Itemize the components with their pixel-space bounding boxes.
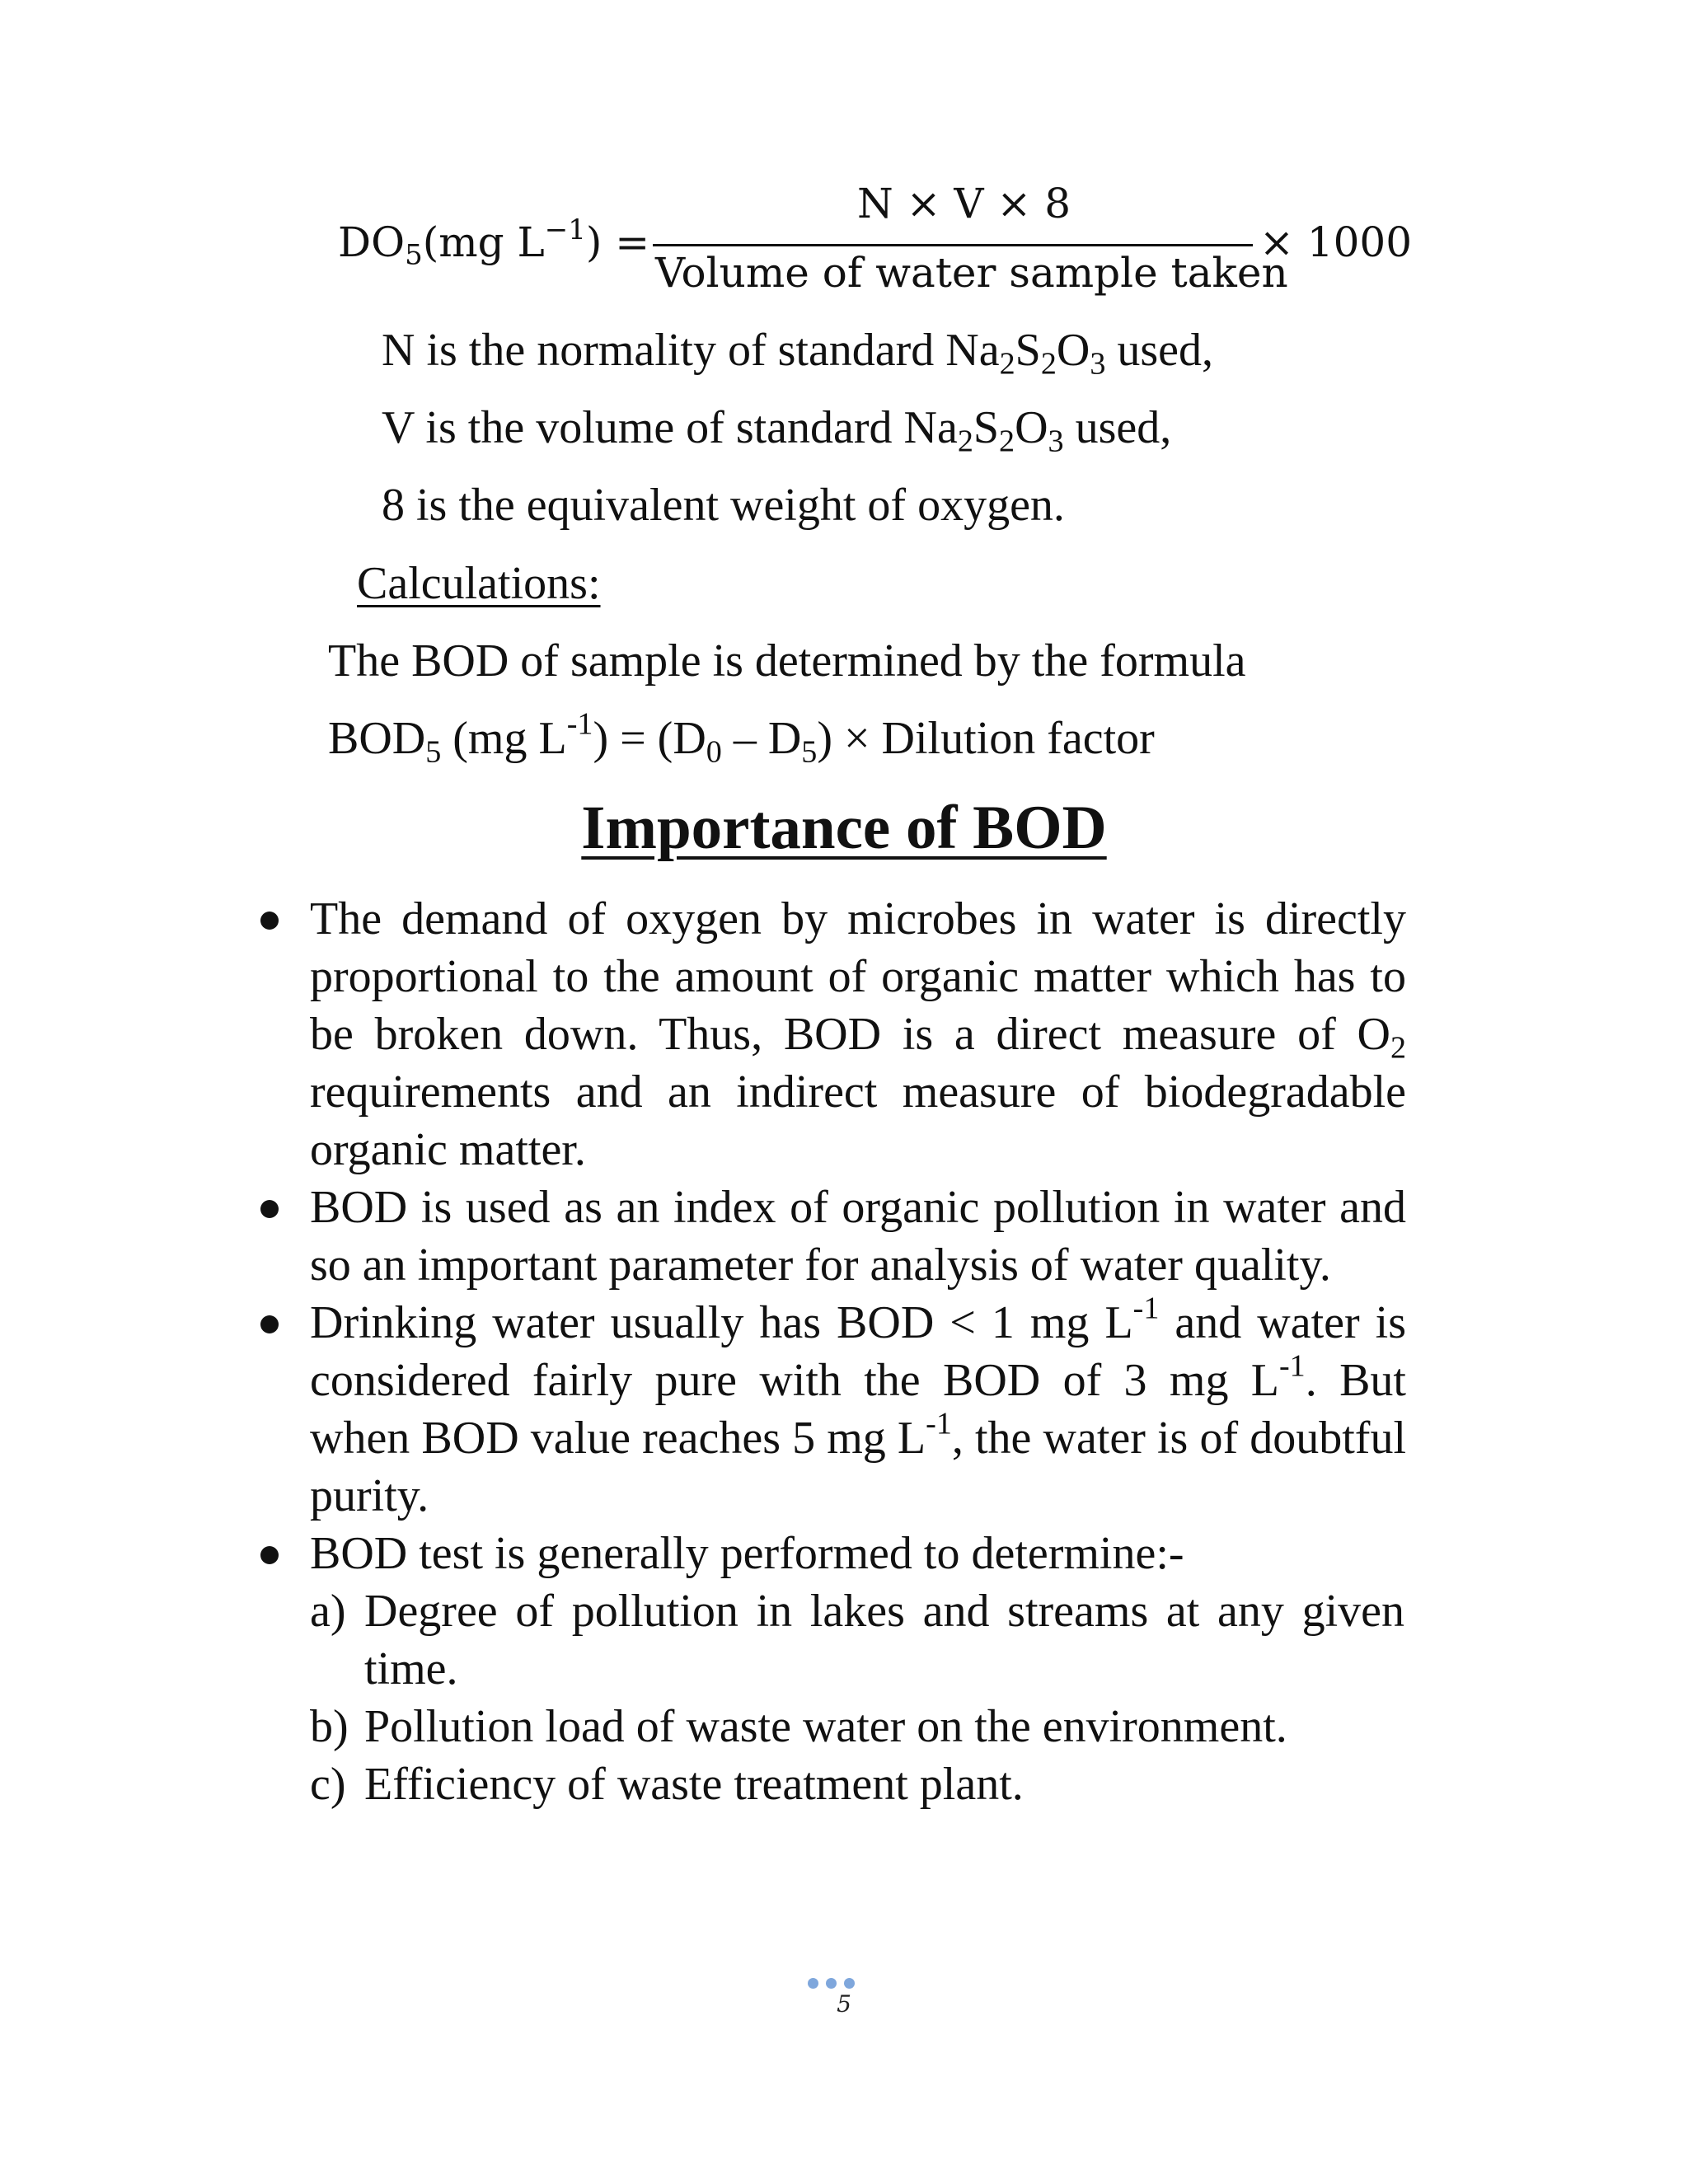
bod-formula [328,706,1155,770]
bullet-text: . But when BOD value reaches 5 mg L [310,1355,1406,1464]
def-text: N is the normality of standard Na [382,325,1000,376]
def-text: O [1056,325,1090,376]
formula-sub: 0 [706,734,722,770]
bullet-text: and water is considered fairly pure with the BOD of 3 mg L [310,1297,1406,1406]
bullet-marker [260,912,279,930]
eq-lhs-sub: 5 [405,238,423,272]
page-number: 5 [837,1990,851,2018]
formula-text: – D [721,713,802,764]
definition-normality [382,324,1214,382]
definition-equivalent-weight: 8 is the equivalent weight of oxygen. [382,480,1065,531]
bullet-text: requirements and an indirect measure of biodegradable organic matter. [310,1066,1406,1175]
bullet-marker [260,1546,279,1564]
definition-volume [382,401,1172,459]
def-text: S [1015,325,1041,376]
bullet-item-3 [310,1291,1406,1525]
sub-item-a [310,1582,1406,1698]
page-ornament [808,1978,857,1990]
bullet-marker [260,1315,279,1333]
sub-item-label: a) [310,1586,346,1637]
def-sub: 3 [1090,346,1106,382]
sub-item-label: b) [310,1701,349,1752]
sub-item-text: Pollution load of waste water on the environment. [364,1701,1287,1752]
bullet-item-4: BOD test is generally performed to determine:- [310,1528,1184,1579]
def-sub: 2 [999,424,1015,459]
eq-lhs-base: DO [338,218,406,266]
bullet-marker [260,1200,279,1218]
ornament-dot [844,1978,855,1989]
ornament-dot [808,1978,818,1989]
def-text: used, [1063,402,1172,453]
bullet-sub: 2 [1390,1030,1406,1066]
fraction-bar [653,244,1253,246]
def-sub: 2 [999,346,1015,382]
sub-item-b [310,1698,1406,1755]
formula-text: ) = (D [593,713,706,764]
bullet-text: , the water is of doubtful purity. [310,1413,1406,1521]
formula-text: (mg L [441,713,567,764]
def-sub: 2 [957,424,973,459]
eq-lhs-unit-open: (mg L [422,218,545,266]
bullet-item-1 [310,890,1406,1179]
def-sub: 2 [1040,346,1057,382]
equation-rhs: × 1000 [1259,218,1413,266]
calculations-label: Calculations: [357,558,601,609]
eq-lhs-unit-close: ) = [585,218,650,266]
sub-item-label: c) [310,1759,346,1810]
formula-sup: -1 [566,706,593,742]
bullet-item-2: BOD is used as an index of organic pollution in water and so an important parameter for analysis of water quality. [310,1182,1406,1291]
formula-text: BOD [328,713,426,764]
bullet-sup: -1 [926,1406,952,1441]
bullet-text: Drinking water usually has BOD < 1 mg L [310,1297,1133,1348]
calculations-intro: The BOD of sample is determined by the formula [328,635,1246,687]
ornament-dot [826,1978,837,1989]
def-text: S [973,402,1000,453]
sub-item-text: Efficiency of waste treatment plant. [364,1759,1024,1810]
sub-item-text: Degree of pollution in lakes and streams at any given time. [364,1586,1404,1694]
def-text: V is the volume of standard Na [382,402,958,453]
def-sub: 3 [1048,424,1064,459]
sub-item-c [310,1755,1406,1813]
section-heading: Importance of BOD [581,794,1107,862]
eq-lhs-unit-sup: −1 [544,213,586,246]
equation-lhs [338,213,650,272]
formula-sub: 5 [801,734,818,770]
bullet-text: The demand of oxygen by microbes in water is directly proportional to the amount of organic matter which has to be broken down. Thus, BOD is a direct measure of O [310,893,1406,1060]
formula-sub: 5 [425,734,442,770]
formula-text: ) × Dilution factor [817,713,1155,764]
def-text: O [1015,402,1048,453]
equation-numerator: N × V × 8 [857,180,1071,227]
bullet-sup: -1 [1279,1348,1306,1384]
bullet-sup: -1 [1132,1291,1160,1326]
def-text: used, [1105,325,1214,376]
equation-denominator: Volume of water sample taken [655,249,1288,297]
